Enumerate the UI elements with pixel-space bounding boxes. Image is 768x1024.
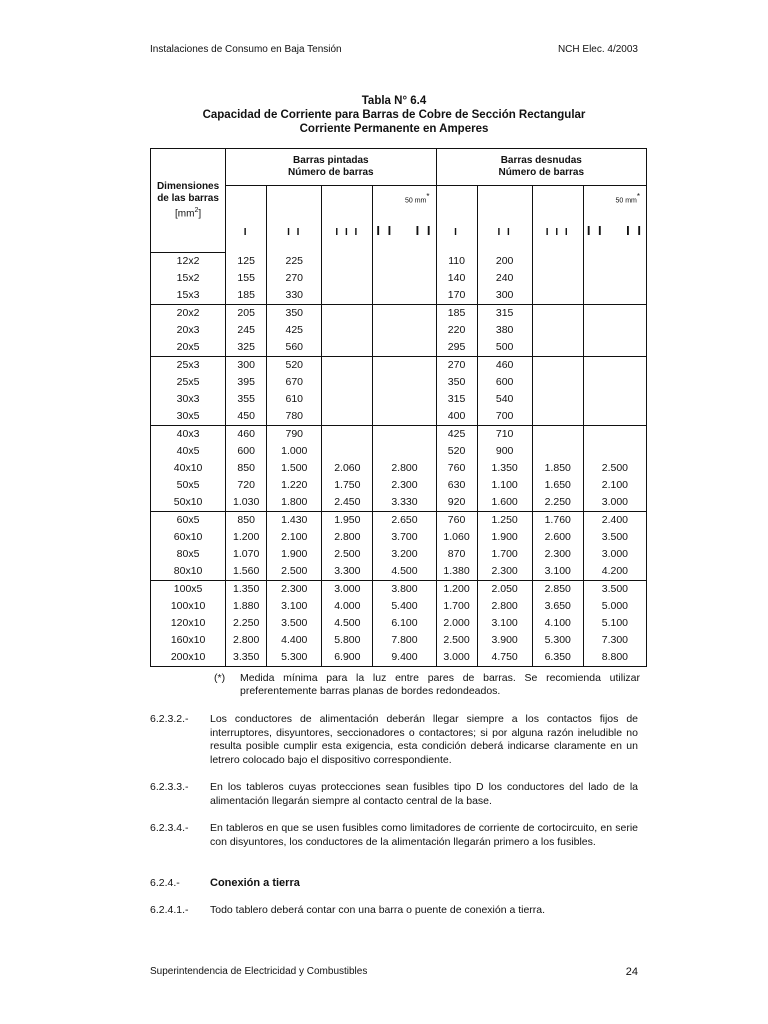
current-value-cell: 3.700 <box>373 529 436 546</box>
current-value-cell: 200 <box>477 252 532 270</box>
current-value-cell: 1.700 <box>477 546 532 563</box>
current-value-cell: 330 <box>267 287 322 305</box>
current-value-cell: 520 <box>436 443 477 460</box>
table-row <box>151 270 647 287</box>
current-value-cell: 3.000 <box>583 494 646 512</box>
current-value-cell: 1.700 <box>436 598 477 615</box>
current-value-cell: 700 <box>477 408 532 426</box>
current-value-cell: 2.800 <box>322 529 373 546</box>
current-value-cell: 1.100 <box>477 477 532 494</box>
current-value-cell: 5.100 <box>583 615 646 632</box>
current-value-cell <box>532 270 583 287</box>
table-row <box>151 632 647 649</box>
table-row <box>151 529 647 546</box>
current-value-cell: 140 <box>436 270 477 287</box>
current-value-cell: 2.500 <box>436 632 477 649</box>
current-value-cell: 2.450 <box>322 494 373 512</box>
table-row <box>151 443 647 460</box>
current-value-cell: 4.500 <box>322 615 373 632</box>
current-value-cell <box>322 252 373 270</box>
current-value-cell <box>583 408 646 426</box>
current-value-cell <box>373 425 436 443</box>
current-value-cell: 6.350 <box>532 649 583 667</box>
current-value-cell <box>532 252 583 270</box>
current-value-cell: 4.750 <box>477 649 532 667</box>
table-row <box>151 339 647 357</box>
current-value-cell: 3.500 <box>583 529 646 546</box>
current-value-cell <box>373 287 436 305</box>
current-value-cell <box>373 270 436 287</box>
bar-dimension-cell: 40x3 <box>151 425 226 443</box>
current-value-cell: 240 <box>477 270 532 287</box>
current-value-cell: 3.100 <box>267 598 322 615</box>
current-value-cell <box>532 304 583 322</box>
spacing-label: 50 mm* <box>405 192 430 205</box>
current-value-cell: 6.900 <box>322 649 373 667</box>
current-value-cell <box>373 339 436 357</box>
current-value-cell: 7.800 <box>373 632 436 649</box>
bar-dimension-cell: 60x5 <box>151 511 226 529</box>
current-value-cell: 4.100 <box>532 615 583 632</box>
running-header-standard: NCH Elec. 4/2003 <box>557 44 638 55</box>
current-value-cell <box>322 391 373 408</box>
current-value-cell: 8.800 <box>583 649 646 667</box>
current-value-cell: 5.400 <box>373 598 436 615</box>
bare-2x2-bars-header: 50 mm* I I I I <box>583 186 646 253</box>
table-row <box>151 546 647 563</box>
current-value-cell: 3.000 <box>322 580 373 598</box>
dimensions-header: Dimensiones de las barras $[mm^2]$ <box>151 149 226 253</box>
current-value-cell: 600 <box>477 374 532 391</box>
current-value-cell: 600 <box>226 443 267 460</box>
current-value-cell: 1.880 <box>226 598 267 615</box>
table-row <box>151 511 647 529</box>
current-value-cell: 520 <box>267 356 322 374</box>
current-value-cell: 1.760 <box>532 511 583 529</box>
current-value-cell: 870 <box>436 546 477 563</box>
current-value-cell: 225 <box>267 252 322 270</box>
current-value-cell <box>532 391 583 408</box>
bar-dimension-cell: 50x5 <box>151 477 226 494</box>
current-value-cell: 760 <box>436 511 477 529</box>
table-row <box>151 408 647 426</box>
current-value-cell: 2.800 <box>226 632 267 649</box>
current-value-cell: 2.300 <box>477 563 532 581</box>
current-value-cell <box>532 322 583 339</box>
current-value-cell: 110 <box>436 252 477 270</box>
current-value-cell: 1.060 <box>436 529 477 546</box>
current-value-cell: 4.200 <box>583 563 646 581</box>
current-value-cell: 270 <box>436 356 477 374</box>
current-value-cell: 790 <box>267 425 322 443</box>
current-value-cell <box>373 374 436 391</box>
current-value-cell: 850 <box>226 511 267 529</box>
current-value-cell: 3.800 <box>373 580 436 598</box>
current-value-cell: 1.250 <box>477 511 532 529</box>
table-row <box>151 460 647 477</box>
current-value-cell: 2.250 <box>226 615 267 632</box>
table-row <box>151 356 647 374</box>
current-value-cell <box>322 322 373 339</box>
current-value-cell <box>532 374 583 391</box>
running-header-title: Instalaciones de Consumo en Baja Tensión <box>150 44 342 55</box>
bare-3-bars-header: I I I <box>532 186 583 253</box>
current-value-cell: 1.350 <box>477 460 532 477</box>
current-value-cell: 325 <box>226 339 267 357</box>
current-value-cell <box>322 339 373 357</box>
current-value-cell: 1.600 <box>477 494 532 512</box>
current-value-cell <box>583 356 646 374</box>
bar-dimension-cell: 80x10 <box>151 563 226 581</box>
current-value-cell: 500 <box>477 339 532 357</box>
footer-organization: Superintendencia de Electricidad y Combustibles <box>150 966 368 977</box>
current-value-cell: 395 <box>226 374 267 391</box>
current-value-cell: 350 <box>267 304 322 322</box>
current-value-cell: 1.430 <box>267 511 322 529</box>
bar-dimension-cell: 50x10 <box>151 494 226 512</box>
current-value-cell <box>583 374 646 391</box>
current-value-cell: 630 <box>436 477 477 494</box>
current-value-cell: 355 <box>226 391 267 408</box>
current-value-cell: 170 <box>436 287 477 305</box>
current-value-cell: 2.050 <box>477 580 532 598</box>
current-value-cell: 425 <box>436 425 477 443</box>
current-value-cell <box>583 425 646 443</box>
bar-dimension-cell: 20x2 <box>151 304 226 322</box>
current-value-cell <box>322 408 373 426</box>
current-value-cell <box>583 322 646 339</box>
bar-dimension-cell: 120x10 <box>151 615 226 632</box>
current-value-cell: 2.800 <box>477 598 532 615</box>
current-value-cell: 155 <box>226 270 267 287</box>
current-value-cell: 460 <box>477 356 532 374</box>
table-row <box>151 563 647 581</box>
painted-bars-header: Barras pintadas Número de barras <box>226 149 436 186</box>
current-value-cell: 1.650 <box>532 477 583 494</box>
current-value-cell <box>373 322 436 339</box>
table-row <box>151 494 647 512</box>
current-value-cell: 350 <box>436 374 477 391</box>
current-value-cell: 560 <box>267 339 322 357</box>
caption-title: Capacidad de Corriente para Barras de Cobre de Sección Rectangular <box>202 109 586 121</box>
section-heading-6-2-4: 6.2.4.- Conexión a tierra <box>150 877 300 889</box>
bar-dimension-cell: 60x10 <box>151 529 226 546</box>
current-value-cell: 2.100 <box>267 529 322 546</box>
current-value-cell: 3.300 <box>322 563 373 581</box>
current-value-cell: 6.100 <box>373 615 436 632</box>
bar-dimension-cell: 30x5 <box>151 408 226 426</box>
current-value-cell <box>322 443 373 460</box>
current-value-cell: 1.070 <box>226 546 267 563</box>
bar-dimension-cell: 160x10 <box>151 632 226 649</box>
current-value-cell <box>532 356 583 374</box>
current-value-cell: 2.250 <box>532 494 583 512</box>
current-value-cell <box>373 408 436 426</box>
current-value-cell: 2.300 <box>532 546 583 563</box>
current-value-cell: 245 <box>226 322 267 339</box>
current-value-cell <box>373 391 436 408</box>
paragraph-6-2-3-4: 6.2.3.4.- En tableros en que se usen fusibles como limitadores de corriente de cortocircuito, en serie con disyuntores, los conductores de la alimentación llegarán primero a los fusibles. <box>150 822 638 848</box>
current-value-cell: 3.500 <box>583 580 646 598</box>
spacing-label: 50 mm* <box>615 192 640 205</box>
bar-dimension-cell: 200x10 <box>151 649 226 667</box>
current-value-cell: 220 <box>436 322 477 339</box>
current-value-cell <box>583 339 646 357</box>
current-value-cell: 1.850 <box>532 460 583 477</box>
current-value-cell: 4.000 <box>322 598 373 615</box>
current-value-cell: 270 <box>267 270 322 287</box>
table-row <box>151 580 647 598</box>
current-value-cell <box>532 443 583 460</box>
current-value-cell: 1.900 <box>477 529 532 546</box>
current-value-cell <box>322 287 373 305</box>
table-caption <box>150 94 638 136</box>
bare-1-bar-header: I <box>436 186 477 253</box>
current-value-cell: 720 <box>226 477 267 494</box>
current-value-cell: 900 <box>477 443 532 460</box>
current-value-cell <box>583 391 646 408</box>
current-value-cell: 5.300 <box>532 632 583 649</box>
current-value-cell: 450 <box>226 408 267 426</box>
current-value-cell: 9.400 <box>373 649 436 667</box>
bar-dimension-cell: 30x3 <box>151 391 226 408</box>
current-value-cell: 850 <box>226 460 267 477</box>
bar-dimension-cell: 80x5 <box>151 546 226 563</box>
bar-dimension-cell: 25x3 <box>151 356 226 374</box>
current-value-cell: 185 <box>226 287 267 305</box>
current-value-cell: 400 <box>436 408 477 426</box>
current-value-cell: 7.300 <box>583 632 646 649</box>
current-value-cell: 540 <box>477 391 532 408</box>
current-value-cell <box>583 443 646 460</box>
current-value-cell <box>373 304 436 322</box>
current-value-cell: 2.500 <box>267 563 322 581</box>
table-row <box>151 322 647 339</box>
current-value-cell: 125 <box>226 252 267 270</box>
page-number: 24 <box>625 966 638 978</box>
current-value-cell: 315 <box>436 391 477 408</box>
bar-dimension-cell: 100x10 <box>151 598 226 615</box>
table-row <box>151 425 647 443</box>
current-value-cell: 1.560 <box>226 563 267 581</box>
current-value-cell: 3.350 <box>226 649 267 667</box>
bar-dimension-cell: 20x5 <box>151 339 226 357</box>
current-value-cell <box>583 287 646 305</box>
current-value-cell: 2.600 <box>532 529 583 546</box>
current-value-cell: 205 <box>226 304 267 322</box>
painted-1-bar-header: I <box>226 186 267 253</box>
current-value-cell: 3.100 <box>477 615 532 632</box>
current-value-cell: 3.650 <box>532 598 583 615</box>
caption-subtitle: Corriente Permanente en Amperes <box>299 123 489 135</box>
current-value-cell <box>583 270 646 287</box>
current-value-cell <box>532 425 583 443</box>
bar-dimension-cell: 40x10 <box>151 460 226 477</box>
table-row <box>151 252 647 270</box>
current-value-cell: 315 <box>477 304 532 322</box>
current-value-cell: 460 <box>226 425 267 443</box>
current-value-cell: 3.500 <box>267 615 322 632</box>
current-value-cell <box>322 425 373 443</box>
current-value-cell: 425 <box>267 322 322 339</box>
table-row <box>151 649 647 667</box>
painted-3-bars-header: I I I <box>322 186 373 253</box>
current-value-cell: 1.750 <box>322 477 373 494</box>
current-value-cell: 780 <box>267 408 322 426</box>
current-value-cell: 1.000 <box>267 443 322 460</box>
current-value-cell <box>532 339 583 357</box>
table-row <box>151 287 647 305</box>
current-value-cell <box>583 304 646 322</box>
current-value-cell <box>373 252 436 270</box>
current-capacity-table <box>150 148 647 667</box>
note-text: Medida mínima para la luz entre pares de barras. Se recomienda utilizar preferentemente barras planas de bordes redondeados. <box>240 672 640 697</box>
current-value-cell: 1.950 <box>322 511 373 529</box>
current-value-cell: 2.300 <box>267 580 322 598</box>
table-row <box>151 304 647 322</box>
current-value-cell: 2.100 <box>583 477 646 494</box>
paragraph-6-2-4-1: 6.2.4.1.- Todo tablero deberá contar con una barra o puente de conexión a tierra. <box>150 904 546 916</box>
current-value-cell <box>322 374 373 391</box>
current-value-cell <box>322 356 373 374</box>
bar-dimension-cell: 15x2 <box>151 270 226 287</box>
current-value-cell: 1.500 <box>267 460 322 477</box>
current-value-cell: 2.800 <box>373 460 436 477</box>
current-value-cell: 185 <box>436 304 477 322</box>
current-value-cell: 1.030 <box>226 494 267 512</box>
current-value-cell: 3.100 <box>532 563 583 581</box>
current-value-cell: 3.200 <box>373 546 436 563</box>
current-value-cell: 300 <box>226 356 267 374</box>
current-value-cell: 295 <box>436 339 477 357</box>
current-value-cell: 920 <box>436 494 477 512</box>
current-value-cell: 3.000 <box>436 649 477 667</box>
current-value-cell: 2.850 <box>532 580 583 598</box>
current-value-cell: 710 <box>477 425 532 443</box>
current-value-cell: 3.330 <box>373 494 436 512</box>
current-value-cell: 1.350 <box>226 580 267 598</box>
current-value-cell: 4.400 <box>267 632 322 649</box>
table-row <box>151 391 647 408</box>
current-value-cell <box>322 304 373 322</box>
current-value-cell <box>373 356 436 374</box>
current-value-cell: 2.300 <box>373 477 436 494</box>
current-value-cell: 2.000 <box>436 615 477 632</box>
current-value-cell: 2.060 <box>322 460 373 477</box>
current-value-cell <box>532 287 583 305</box>
bar-dimension-cell: 20x3 <box>151 322 226 339</box>
current-value-cell: 300 <box>477 287 532 305</box>
painted-2x2-bars-header: 50 mm* I I I I <box>373 186 436 253</box>
current-value-cell: 1.380 <box>436 563 477 581</box>
current-value-cell: 1.200 <box>436 580 477 598</box>
bar-dimension-cell: 25x5 <box>151 374 226 391</box>
painted-2-bars-header: I I <box>267 186 322 253</box>
table-row <box>151 598 647 615</box>
current-value-cell: 380 <box>477 322 532 339</box>
current-value-cell: 670 <box>267 374 322 391</box>
current-value-cell: 3.000 <box>583 546 646 563</box>
current-value-cell: 610 <box>267 391 322 408</box>
current-value-cell: 4.500 <box>373 563 436 581</box>
current-value-cell: 2.500 <box>583 460 646 477</box>
current-value-cell <box>583 252 646 270</box>
paragraph-6-2-3-2: 6.2.3.2.- Los conductores de alimentación deberán llegar siempre a los contactos fijos de interruptores, disyuntores, seccionadores o contactores; si por alguna razón ineludible no resulta posible cumplir esta exigencia, esta condición deberá indicarse claramente en un letrero colocado bajo el dispositivo correspondiente. <box>150 713 638 766</box>
current-value-cell: 5.000 <box>583 598 646 615</box>
bare-bars-header: Barras desnudas Número de barras <box>436 149 646 186</box>
current-value-cell: 5.300 <box>267 649 322 667</box>
caption-number: Tabla N° 6.4 <box>361 95 427 107</box>
current-value-cell: 5.800 <box>322 632 373 649</box>
note-mark: (*) <box>214 672 226 684</box>
bar-dimension-cell: 12x2 <box>151 252 226 270</box>
bare-2-bars-header: I I <box>477 186 532 253</box>
current-value-cell: 3.900 <box>477 632 532 649</box>
current-value-cell: 760 <box>436 460 477 477</box>
current-value-cell: 1.220 <box>267 477 322 494</box>
current-value-cell: 2.500 <box>322 546 373 563</box>
bar-dimension-cell: 100x5 <box>151 580 226 598</box>
current-value-cell <box>373 443 436 460</box>
current-value-cell <box>532 408 583 426</box>
current-value-cell: 2.400 <box>583 511 646 529</box>
current-value-cell: 2.650 <box>373 511 436 529</box>
current-value-cell: 1.900 <box>267 546 322 563</box>
bar-dimension-cell: 15x3 <box>151 287 226 305</box>
table-row <box>151 374 647 391</box>
current-value-cell <box>322 270 373 287</box>
current-value-cell: 1.800 <box>267 494 322 512</box>
bar-dimension-cell: 40x5 <box>151 443 226 460</box>
table-row <box>151 477 647 494</box>
table-row <box>151 615 647 632</box>
current-value-cell: 1.200 <box>226 529 267 546</box>
paragraph-6-2-3-3: 6.2.3.3.- En los tableros cuyas protecciones sean fusibles tipo D los conductores del lado de la alimentación llegarán siempre al contacto central de la base. <box>150 781 638 807</box>
